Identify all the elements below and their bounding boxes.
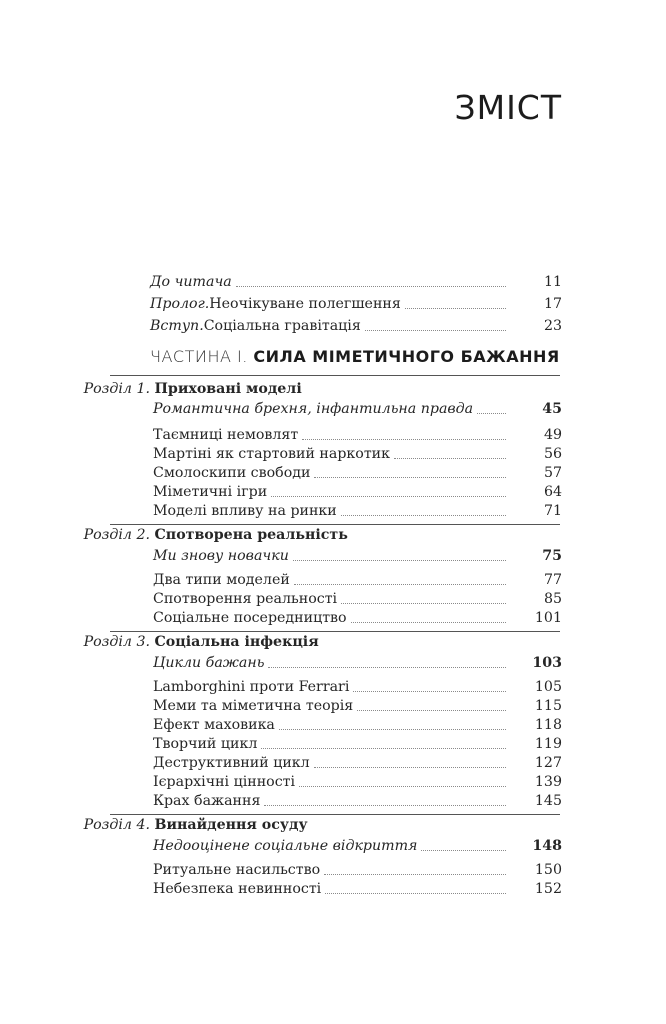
divider	[110, 375, 560, 376]
dot-leader	[314, 767, 506, 768]
chapter-title: Приховані моделі	[154, 381, 302, 397]
dot-leader	[299, 786, 506, 787]
dot-leader	[365, 330, 506, 331]
chapter-heading-1[interactable]	[80, 381, 302, 397]
dot-leader	[236, 286, 506, 287]
page-number: 49	[543, 427, 562, 443]
toc-entry[interactable]	[153, 717, 562, 737]
entry-title: Міметичні ігри	[153, 484, 268, 500]
chapter-heading-2[interactable]	[80, 527, 348, 543]
toc-entry[interactable]	[153, 503, 562, 523]
page-number: 118	[534, 717, 562, 733]
chapter-title: Винайдення осуду	[154, 817, 308, 833]
toc-entry-intro[interactable]	[153, 548, 562, 568]
entry-title: Соціальна гравітація	[203, 318, 361, 334]
divider	[110, 631, 560, 632]
page-number: 11	[543, 274, 562, 290]
entry-title: Lamborghini проти Ferrari	[153, 679, 350, 695]
toc-entry[interactable]	[153, 679, 562, 699]
dot-leader	[264, 805, 506, 806]
entry-title: Крах бажання	[153, 793, 261, 809]
toc-entry-to-reader[interactable]	[150, 274, 562, 294]
entry-title: Меми та міметична теорія	[153, 698, 354, 714]
divider	[110, 524, 560, 525]
entry-title: Цикли бажань	[153, 655, 265, 671]
page-number: 101	[534, 610, 562, 626]
dot-leader	[351, 622, 506, 623]
dot-leader	[421, 850, 506, 851]
dot-leader	[394, 458, 506, 459]
entry-title: Недооцінене соціальне відкриття	[153, 838, 418, 854]
toc-entry-intro[interactable]	[153, 401, 562, 421]
entry-title: Романтична брехня, інфантильна правда	[153, 401, 474, 417]
chapter-heading-4[interactable]	[80, 817, 308, 833]
dot-leader	[302, 439, 506, 440]
entry-title: Деструктивний цикл	[153, 755, 310, 771]
dot-leader	[341, 603, 506, 604]
chapter-heading-3[interactable]	[80, 634, 319, 650]
chapter-label: Розділ 2.	[83, 527, 150, 543]
page-number: 23	[543, 318, 562, 334]
dot-leader	[261, 748, 506, 749]
entry-title: Ієрархічні цінності	[153, 774, 296, 790]
page-title: ЗМІСТ	[454, 88, 562, 127]
dot-leader	[314, 477, 506, 478]
page-number: 148	[532, 838, 562, 854]
entry-title: Таємниці немовлят	[153, 427, 299, 443]
entry-prefix: Пролог.	[150, 296, 210, 312]
toc-entry[interactable]	[153, 736, 562, 756]
entry-title: Ми знову новачки	[153, 548, 289, 564]
entry-prefix: До читача	[150, 274, 232, 290]
chapter-title: Спотворена реальність	[154, 527, 348, 543]
toc-entry[interactable]	[153, 465, 562, 485]
chapter-label: Розділ 3.	[83, 634, 150, 650]
toc-entry[interactable]	[153, 774, 562, 794]
entry-title: Спотворення реальності	[153, 591, 338, 607]
toc-entry[interactable]	[153, 698, 562, 718]
dot-leader	[271, 496, 506, 497]
entry-title: Творчий цикл	[153, 736, 258, 752]
toc-entry-introduction[interactable]	[150, 318, 562, 338]
dot-leader	[341, 515, 506, 516]
page-number: 56	[543, 446, 562, 462]
dot-leader	[405, 308, 506, 309]
toc-entry[interactable]	[153, 862, 562, 882]
toc-entry[interactable]	[153, 610, 562, 630]
dot-leader	[294, 584, 506, 585]
toc-entry-intro[interactable]	[153, 655, 562, 675]
entry-title: Неочікуване полегшення	[209, 296, 401, 312]
dot-leader	[324, 874, 506, 875]
entry-title: Моделі впливу на ринки	[153, 503, 337, 519]
page-number: 152	[534, 881, 562, 897]
page-number: 71	[543, 503, 562, 519]
entry-title: Мартіні як стартовий наркотик	[153, 446, 390, 462]
toc-entry[interactable]	[153, 793, 562, 813]
part-label: ЧАСТИНА І.	[150, 347, 254, 366]
page-number: 64	[543, 484, 562, 500]
chapter-label: Розділ 4.	[83, 817, 150, 833]
dot-leader	[353, 691, 506, 692]
chapter-label: Розділ 1.	[83, 381, 150, 397]
page-number: 85	[543, 591, 562, 607]
page-number: 127	[534, 755, 562, 771]
toc-entry[interactable]	[153, 881, 562, 901]
page-number: 17	[543, 296, 562, 312]
entry-title: Небезпека невинності	[153, 881, 322, 897]
page-number: 150	[534, 862, 562, 878]
entry-title: Смолоскипи свободи	[153, 465, 311, 481]
dot-leader	[268, 667, 506, 668]
toc-entry-intro[interactable]	[153, 838, 562, 858]
part-title: СИЛА МІМЕТИЧНОГО БАЖАННЯ	[253, 347, 560, 366]
page-number: 145	[534, 793, 562, 809]
entry-title: Соціальне посередництво	[153, 610, 347, 626]
toc-entry[interactable]	[153, 591, 562, 611]
page-number: 45	[542, 401, 562, 417]
toc-entry[interactable]	[153, 484, 562, 504]
toc-entry[interactable]	[153, 755, 562, 775]
toc-entry[interactable]	[153, 446, 562, 466]
dot-leader	[477, 413, 506, 414]
dot-leader	[325, 893, 506, 894]
toc-entry[interactable]	[153, 572, 562, 592]
part-heading	[150, 347, 560, 366]
entry-title: Ритуальне насильство	[153, 862, 321, 878]
chapter-title: Соціальна інфекція	[154, 634, 319, 650]
toc-entry[interactable]	[153, 427, 562, 447]
page-number: 75	[542, 548, 562, 564]
page-number: 119	[534, 736, 562, 752]
page-number: 103	[532, 655, 562, 671]
entry-title: Ефект маховика	[153, 717, 275, 733]
divider	[110, 814, 560, 815]
page-number: 115	[534, 698, 562, 714]
page-number: 77	[543, 572, 562, 588]
dot-leader	[279, 729, 506, 730]
page-number: 105	[534, 679, 562, 695]
entry-prefix: Вступ.	[150, 318, 204, 334]
dot-leader	[293, 560, 506, 561]
dot-leader	[357, 710, 506, 711]
toc-entry-prologue[interactable]	[150, 296, 562, 316]
entry-title: Два типи моделей	[153, 572, 290, 588]
page-number: 57	[543, 465, 562, 481]
page-number: 139	[534, 774, 562, 790]
